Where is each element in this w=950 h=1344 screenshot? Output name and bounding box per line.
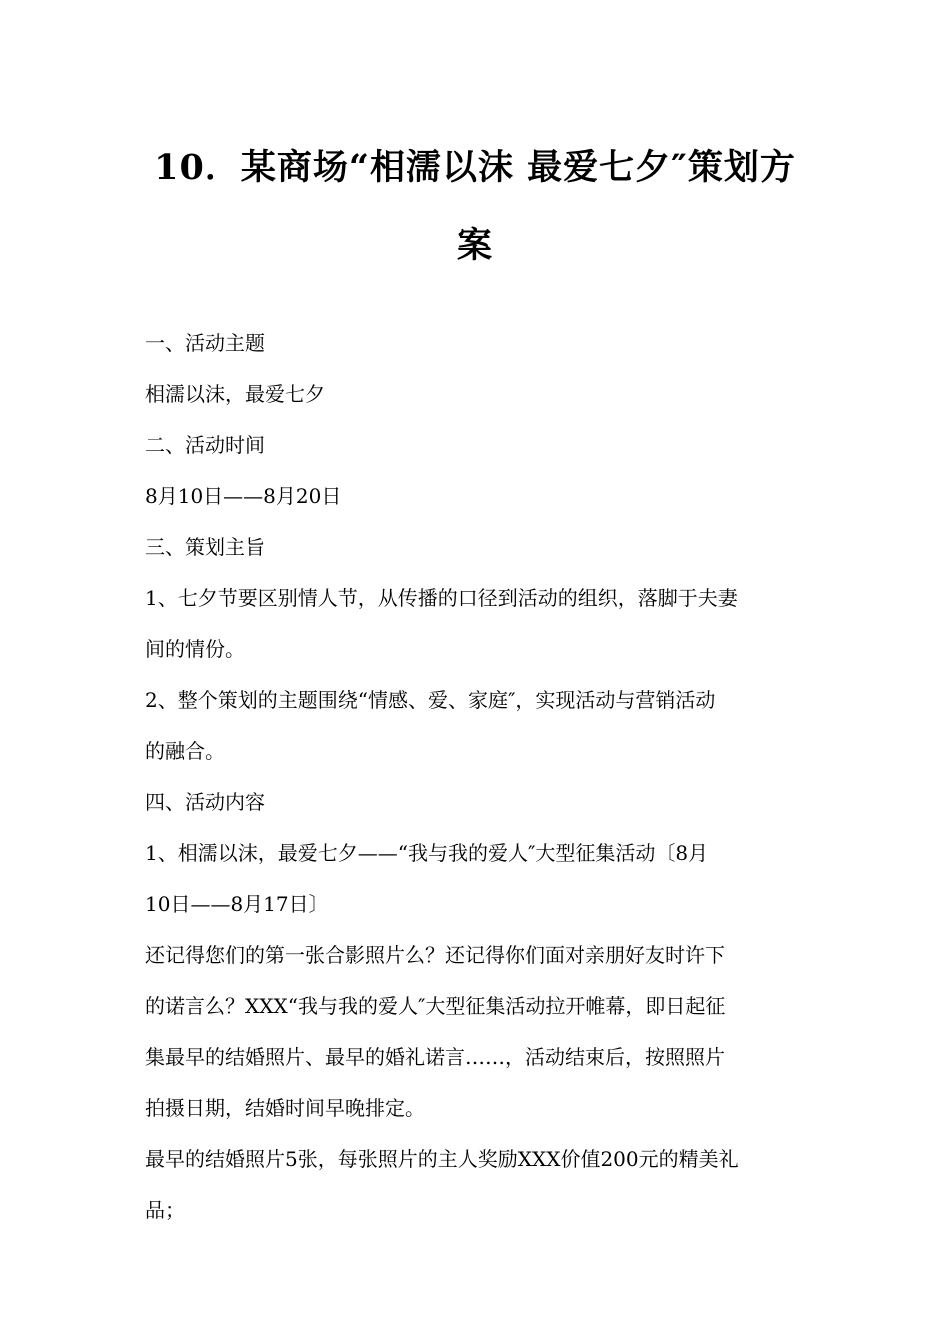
paragraph-line: 最早的结婚照片5张，每张照片的主人奖励XXX价值200元的精美礼 (145, 1147, 739, 1171)
purpose-item-2-line-2: 的融合。 (145, 739, 225, 763)
purpose-item-2-line-1: 2、整个策划的主题围绕“情感、爱、家庭″，实现活动与营销活动 (145, 688, 716, 712)
purpose-item-1-line-2: 间的情份。 (145, 637, 245, 661)
section-heading-content: 四、活动内容 (145, 790, 265, 814)
paragraph-line: 还记得您们的第一张合影照片么？还记得你们面对亲朋好友时许下 (145, 943, 725, 967)
section-heading-purpose: 三、策划主旨 (145, 535, 265, 559)
content-item-1-line-2: 10日——8月17日〕 (145, 892, 329, 916)
paragraph-line: 的诺言么？XXX“我与我的爱人″大型征集活动拉开帷幕，即日起征 (145, 994, 726, 1018)
section-heading-theme: 一、活动主题 (145, 331, 265, 355)
section-heading-time: 二、活动时间 (145, 433, 265, 457)
paragraph-line: 拍摄日期，结婚时间早晚排定。 (145, 1096, 425, 1120)
purpose-item-1-line-1: 1、七夕节要区别情人节，从传播的口径到活动的组织，落脚于夫妻 (145, 586, 738, 610)
time-text: 8月10日——8月20日 (145, 484, 342, 508)
paragraph-line: 品； (145, 1198, 185, 1222)
theme-text: 相濡以沫，最爱七夕 (145, 382, 325, 406)
document-title-line-1: 10．某商场“相濡以沫 最爱七夕″策划方 (154, 147, 796, 188)
paragraph-line: 集最早的结婚照片、最早的婚礼诺言……，活动结束后，按照照片 (145, 1045, 725, 1069)
content-item-1-line-1: 1、相濡以沫，最爱七夕——“我与我的爱人″大型征集活动〔8月 (145, 841, 709, 865)
document-title-line-2: 案 (456, 225, 493, 266)
